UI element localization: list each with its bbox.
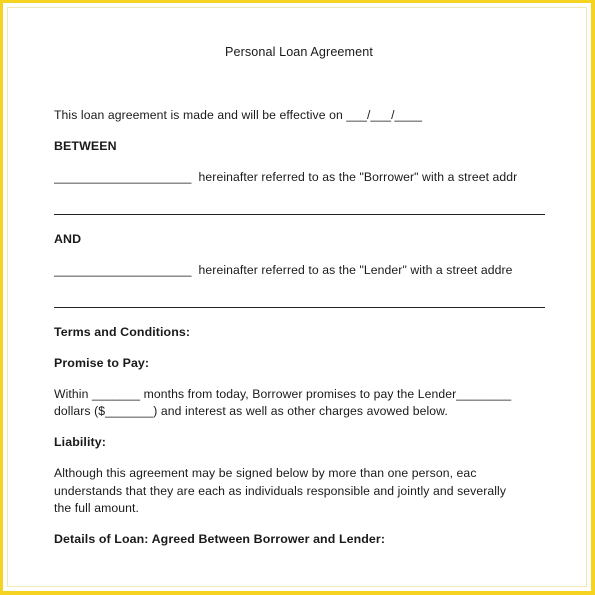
lender-address-rule [54, 307, 545, 308]
document-title: Personal Loan Agreement [225, 45, 373, 59]
promise-heading: Promise to Pay: [54, 356, 150, 370]
liability-text-line-1: Although this agreement may be signed below by more than one person, eac [54, 466, 477, 480]
borrower-address-rule [54, 214, 545, 215]
terms-heading: Terms and Conditions: [54, 325, 191, 339]
promise-text-line-1: Within _______ months from today, Borrower promises to pay the Lender________ [54, 387, 512, 401]
and-heading: AND [54, 232, 82, 246]
between-heading: BETWEEN [54, 139, 117, 153]
details-heading: Details of Loan: Agreed Between Borrower and Lender: [54, 532, 386, 546]
liability-text-line-3: the full amount. [54, 501, 139, 515]
liability-heading: Liability: [54, 435, 106, 449]
borrower-line: ____________________ hereinafter referred to as the "Borrower" with a street addr [54, 170, 518, 184]
liability-text-line-2: understands that they are each as individuals responsible and jointly and severally [54, 484, 507, 498]
lender-line: ____________________ hereinafter referred to as the "Lender" with a street addre [54, 263, 513, 277]
intro-text: This loan agreement is made and will be effective on ___/___/____ [54, 108, 423, 122]
promise-text-line-2: dollars ($_______) and interest as well as other charges avowed below. [54, 404, 448, 418]
